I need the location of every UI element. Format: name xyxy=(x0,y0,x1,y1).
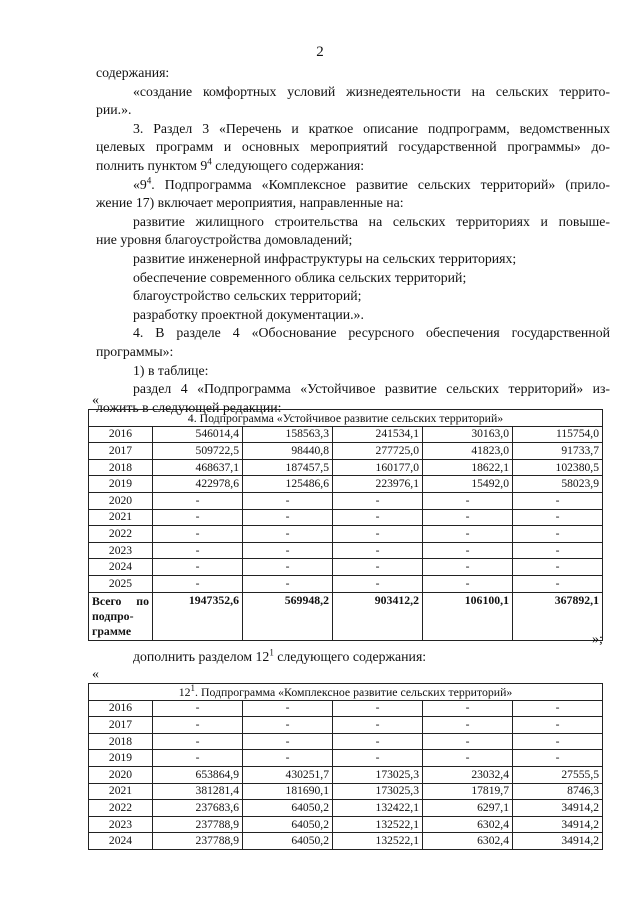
value-cell: 181690,1 xyxy=(243,783,333,800)
year-cell: 2017 xyxy=(89,443,153,460)
value-cell: 91733,7 xyxy=(513,443,603,460)
table-total-row xyxy=(89,592,603,640)
year-cell: 2018 xyxy=(89,733,153,750)
value-cell: 653864,9 xyxy=(153,766,243,783)
table-row xyxy=(89,833,603,850)
text-line: рии.». xyxy=(96,102,132,118)
value-cell: 34914,2 xyxy=(513,816,603,833)
value-cell: 18622,1 xyxy=(423,459,513,476)
value-cell: 187457,5 xyxy=(243,459,333,476)
value-cell: 6297,1 xyxy=(423,800,513,817)
year-cell: 2019 xyxy=(89,476,153,493)
value-cell: 27555,5 xyxy=(513,766,603,783)
table-row xyxy=(89,476,603,493)
table-row xyxy=(89,492,603,509)
text-line: раздел 4 «Подпрограмма «Устойчивое развитие сельских территорий» из- xyxy=(133,381,610,397)
value-cell: 237788,9 xyxy=(153,833,243,850)
year-cell: 2024 xyxy=(89,559,153,576)
value-cell: - xyxy=(513,750,603,767)
year-cell: 2018 xyxy=(89,459,153,476)
value-cell: 98440,8 xyxy=(243,443,333,460)
year-cell: 2023 xyxy=(89,542,153,559)
value-cell: - xyxy=(333,575,423,592)
value-cell: - xyxy=(153,700,243,717)
value-cell: - xyxy=(243,575,333,592)
value-cell: - xyxy=(423,509,513,526)
value-cell: 132522,1 xyxy=(333,816,423,833)
value-cell: - xyxy=(243,733,333,750)
value-cell: - xyxy=(513,526,603,543)
table-row xyxy=(89,700,603,717)
total-label: Всего по подпро-грамме xyxy=(89,592,153,640)
table-complex-development xyxy=(88,683,603,850)
value-cell: 160177,0 xyxy=(333,459,423,476)
text-line: ние уровня благоустройства домовладений; xyxy=(96,232,353,248)
value-cell: - xyxy=(423,559,513,576)
text-line: 4. В разделе 4 «Обоснование ресурсного обеспечения государственной xyxy=(133,325,610,341)
value-cell: 15492,0 xyxy=(423,476,513,493)
table-row xyxy=(89,542,603,559)
value-cell: - xyxy=(513,717,603,734)
value-cell: - xyxy=(153,559,243,576)
value-cell: 6302,4 xyxy=(423,816,513,833)
value-cell: 8746,3 xyxy=(513,783,603,800)
text-line: полнить пунктом $9^4$ следующего содержания: xyxy=(96,156,365,173)
value-cell: - xyxy=(243,509,333,526)
text-line: дополнить разделом $12^1$ следующего содержания: xyxy=(133,647,427,664)
text-line: «создание комфортных условий жизнедеятельности на сельских террито- xyxy=(133,83,610,99)
table-row xyxy=(89,816,603,833)
page-number: 2 xyxy=(316,44,324,60)
total-value-cell: 367892,1 xyxy=(513,592,603,640)
value-cell: - xyxy=(153,717,243,734)
value-cell: 64050,2 xyxy=(243,816,333,833)
text-line: 3. Раздел 3 «Перечень и краткое описание подпрограмм, ведомственных xyxy=(133,120,610,136)
value-cell: - xyxy=(153,750,243,767)
value-cell: - xyxy=(153,526,243,543)
table-row xyxy=(89,426,603,443)
value-cell: - xyxy=(423,717,513,734)
value-cell: - xyxy=(333,492,423,509)
total-value-cell: 903412,2 xyxy=(333,592,423,640)
value-cell: - xyxy=(153,492,243,509)
year-cell: 2017 xyxy=(89,717,153,734)
year-cell: 2021 xyxy=(89,783,153,800)
quote-open-mark: « xyxy=(92,667,99,682)
value-cell: 509722,5 xyxy=(153,443,243,460)
value-cell: - xyxy=(333,526,423,543)
table-row xyxy=(89,783,603,800)
year-cell: 2020 xyxy=(89,492,153,509)
value-cell: - xyxy=(243,492,333,509)
text-line: 1) в таблице: xyxy=(133,362,209,378)
value-cell: - xyxy=(333,750,423,767)
table-row xyxy=(89,766,603,783)
value-cell: 241534,1 xyxy=(333,426,423,443)
value-cell: - xyxy=(333,509,423,526)
total-value-cell: 1947352,6 xyxy=(153,592,243,640)
text-line: благоустройство сельских территорий; xyxy=(133,288,362,304)
value-cell: - xyxy=(243,526,333,543)
table-row xyxy=(89,733,603,750)
value-cell: - xyxy=(243,542,333,559)
year-cell: 2022 xyxy=(89,800,153,817)
value-cell: 41823,0 xyxy=(423,443,513,460)
value-cell: - xyxy=(333,700,423,717)
value-cell: 381281,4 xyxy=(153,783,243,800)
year-cell: 2020 xyxy=(89,766,153,783)
value-cell: - xyxy=(243,700,333,717)
value-cell: 173025,3 xyxy=(333,783,423,800)
value-cell: - xyxy=(423,733,513,750)
table-title: $12^1$. Подпрограмма «Комплексное развитие сельских территорий» xyxy=(89,684,603,701)
text-line: развитие инженерной инфраструктуры на сельских территориях; xyxy=(133,250,517,266)
value-cell: - xyxy=(153,575,243,592)
value-cell: - xyxy=(243,750,333,767)
value-cell: - xyxy=(153,542,243,559)
year-cell: 2022 xyxy=(89,526,153,543)
value-cell: 6302,4 xyxy=(423,833,513,850)
text-line: разработку проектной документации.». xyxy=(133,306,364,322)
value-cell: 64050,2 xyxy=(243,800,333,817)
table-title: 4. Подпрограмма «Устойчивое развитие сельских территорий» xyxy=(89,410,603,427)
value-cell: 132522,1 xyxy=(333,833,423,850)
text-line: целевых программ и основных мероприятий государственной программы» до- xyxy=(96,139,610,155)
table-row xyxy=(89,800,603,817)
value-cell: 158563,3 xyxy=(243,426,333,443)
value-cell: 237788,9 xyxy=(153,816,243,833)
value-cell: 173025,3 xyxy=(333,766,423,783)
value-cell: - xyxy=(153,733,243,750)
table-row xyxy=(89,526,603,543)
value-cell: 58023,9 xyxy=(513,476,603,493)
value-cell: - xyxy=(423,750,513,767)
table-row xyxy=(89,717,603,734)
total-value-cell: 569948,2 xyxy=(243,592,333,640)
year-cell: 2016 xyxy=(89,426,153,443)
value-cell: - xyxy=(513,559,603,576)
total-value-cell: 106100,1 xyxy=(423,592,513,640)
table-row xyxy=(89,509,603,526)
value-cell: - xyxy=(423,542,513,559)
table-row xyxy=(89,575,603,592)
document-body xyxy=(96,64,610,417)
table-row xyxy=(89,459,603,476)
value-cell: 34914,2 xyxy=(513,800,603,817)
year-cell: 2019 xyxy=(89,750,153,767)
value-cell: - xyxy=(333,717,423,734)
value-cell: 17819,7 xyxy=(423,783,513,800)
value-cell: - xyxy=(243,559,333,576)
value-cell: - xyxy=(333,733,423,750)
value-cell: 34914,2 xyxy=(513,833,603,850)
year-cell: 2021 xyxy=(89,509,153,526)
value-cell: 223976,1 xyxy=(333,476,423,493)
value-cell: - xyxy=(423,492,513,509)
value-cell: - xyxy=(423,700,513,717)
year-cell: 2025 xyxy=(89,575,153,592)
year-cell: 2016 xyxy=(89,700,153,717)
text-line: «$9^4$. Подпрограмма «Комплексное развитие сельских территорий» (прило- xyxy=(133,174,610,192)
text-line: содержания: xyxy=(96,65,170,80)
table-row xyxy=(89,443,603,460)
quote-close-mark: »; xyxy=(592,632,603,647)
value-cell: - xyxy=(333,542,423,559)
table-row xyxy=(89,559,603,576)
value-cell: 102380,5 xyxy=(513,459,603,476)
value-cell: 23032,4 xyxy=(423,766,513,783)
value-cell: - xyxy=(513,575,603,592)
value-cell: - xyxy=(513,492,603,509)
value-cell: - xyxy=(423,526,513,543)
value-cell: - xyxy=(153,509,243,526)
year-cell: 2023 xyxy=(89,816,153,833)
value-cell: 115754,0 xyxy=(513,426,603,443)
value-cell: 430251,7 xyxy=(243,766,333,783)
value-cell: - xyxy=(423,575,513,592)
value-cell: 277725,0 xyxy=(333,443,423,460)
table-sustainable-development xyxy=(88,409,603,641)
text-line: программы»: xyxy=(96,343,174,359)
value-cell: 30163,0 xyxy=(423,426,513,443)
value-cell: - xyxy=(513,700,603,717)
value-cell: 132422,1 xyxy=(333,800,423,817)
value-cell: 125486,6 xyxy=(243,476,333,493)
quote-open-mark: « xyxy=(92,393,99,408)
table-row xyxy=(89,750,603,767)
document-body-continued xyxy=(96,648,610,667)
text-line: обеспечение современного облика сельских территорий; xyxy=(133,269,467,285)
value-cell: 64050,2 xyxy=(243,833,333,850)
value-cell: 546014,4 xyxy=(153,426,243,443)
value-cell: - xyxy=(513,733,603,750)
value-cell: - xyxy=(513,509,603,526)
value-cell: 237683,6 xyxy=(153,800,243,817)
text-line: жение 17) включает мероприятия, направленные на: xyxy=(96,195,404,211)
year-cell: 2024 xyxy=(89,833,153,850)
value-cell: - xyxy=(513,542,603,559)
value-cell: 468637,1 xyxy=(153,459,243,476)
value-cell: - xyxy=(333,559,423,576)
value-cell: - xyxy=(243,717,333,734)
text-line: развитие жилищного строительства на сельских территориях и повыше- xyxy=(133,213,610,229)
text-line: ложить в следующей редакции: xyxy=(96,399,282,415)
value-cell: 422978,6 xyxy=(153,476,243,493)
